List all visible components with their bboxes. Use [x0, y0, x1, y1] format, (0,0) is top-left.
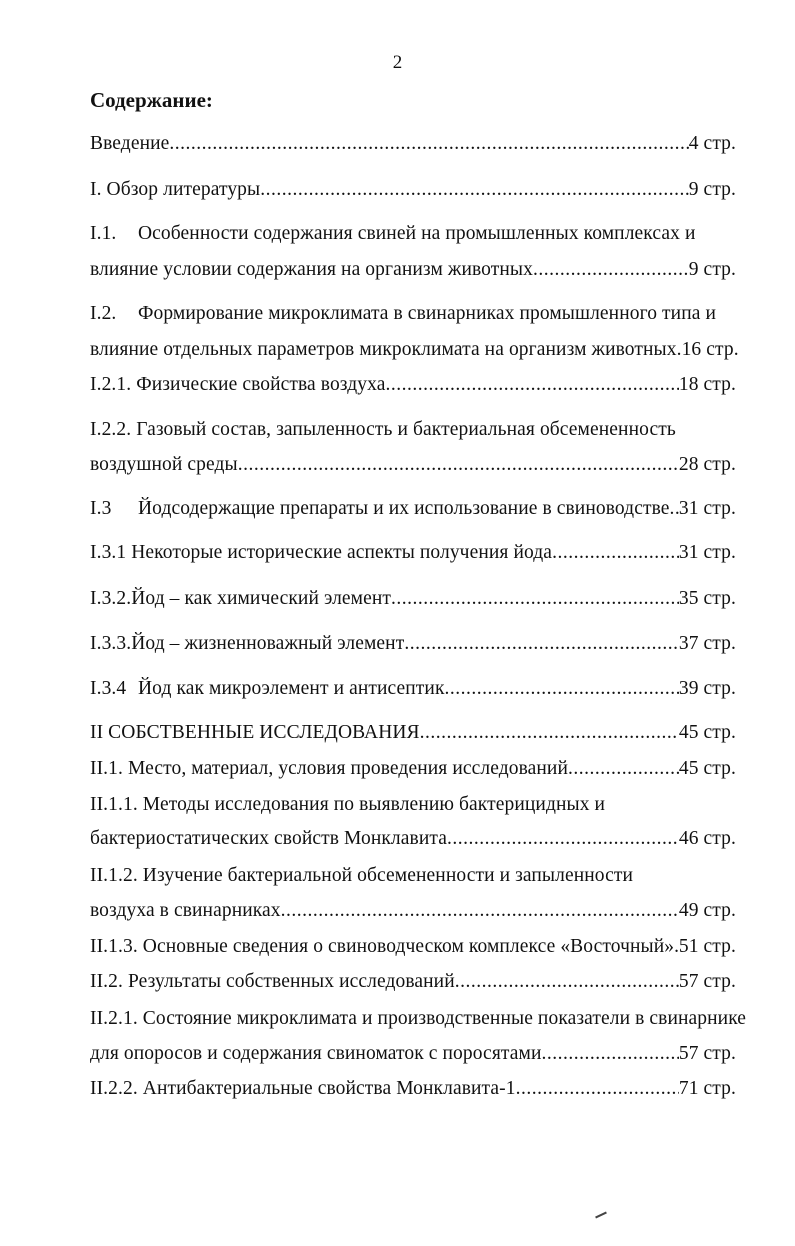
toc-entry-text: II.1.3. Основные сведения о свиноводческом комплексе «Восточный» [90, 936, 675, 957]
toc-entry-text: II СОБСТВЕННЫЕ ИССЛЕДОВАНИЯ [90, 722, 420, 743]
toc-entry-text: I.3.3.Йод – жизненноважный элемент [90, 633, 405, 654]
toc-entry-1-2-2-line2 [90, 453, 736, 477]
toc-entry-text: II.2.2. Антибактериальные свойства Монклавита-1 [90, 1078, 516, 1099]
toc-entry-2-1-2-line1 [90, 864, 633, 888]
toc-entry-2-1-1-line2 [90, 827, 736, 851]
dot-leader [260, 178, 689, 202]
toc-entry-page: 35 стр. [678, 588, 736, 609]
toc-entry-text: влияние условии содержания на организм животных [90, 259, 533, 280]
toc-entry-text: влияние отдельных параметров микроклимата на организм животных. [90, 339, 682, 360]
toc-entry-number: I.2. [90, 303, 117, 324]
dot-leader [385, 373, 678, 397]
toc-entry-2-1-2-line2 [90, 899, 736, 923]
toc-entry-2-2 [90, 970, 736, 994]
scan-mark [595, 1212, 607, 1219]
toc-entry-2-2-1-line2 [90, 1042, 736, 1066]
toc-entry-1-3-4 [90, 677, 736, 701]
dot-leader [533, 258, 689, 282]
dot-leader [391, 587, 679, 611]
toc-entry-introduction [90, 132, 736, 156]
toc-entry-text: I.3.1 Некоторые исторические аспекты получения йода [90, 542, 553, 563]
toc-entry-text: Введение [90, 133, 170, 154]
toc-entry-1-3-3 [90, 632, 736, 656]
toc-entry-text: I. Обзор литературы [90, 179, 261, 200]
toc-entry-1-3-1 [90, 541, 736, 565]
dot-leader [404, 632, 679, 656]
toc-entry-text: воздушной среды [90, 454, 238, 475]
toc-entry-2-2-1-line1 [90, 1007, 746, 1031]
toc-entry-page: 28 стр. [678, 454, 736, 475]
dot-leader [516, 1077, 679, 1101]
toc-entry-2-1-1-line1 [90, 793, 605, 817]
dot-leader [541, 1042, 678, 1066]
toc-entry-1-2-line1 [90, 302, 716, 326]
toc-entry-text: для опоросов и содержания свиноматок с поросятами [90, 1043, 542, 1064]
toc-entry-page: 16 стр. [681, 339, 739, 360]
toc-entry-page: 18 стр. [678, 374, 736, 395]
toc-entry-1-2-line2 [90, 338, 739, 362]
dot-leader [420, 721, 679, 745]
toc-entry-page: 9 стр. [688, 259, 736, 280]
toc-entry-page: 51 стр. [678, 936, 736, 957]
toc-entry-text: II.2.1. Состояние микроклимата и производственные показатели в свинарнике [90, 1008, 747, 1029]
toc-entry-1-1-line1 [90, 222, 696, 246]
toc-entry-number: I.1. [90, 223, 117, 244]
toc-entry-text: воздуха в свинарниках [90, 900, 281, 921]
toc-entry-text: I.3.2.Йод – как химический элемент [90, 588, 392, 609]
toc-entry-page: 49 стр. [678, 900, 736, 921]
toc-entry-text: II.1.1. Методы исследования по выявлению бактерицидных и [90, 794, 606, 815]
toc-entry-2-2-2 [90, 1077, 736, 1101]
toc-entry-1-3 [90, 497, 736, 521]
toc-entry-text: II.1.2. Изучение бактериальной обсемененности и запыленности [90, 865, 634, 886]
toc-entry-text: II.2. Результаты собственных исследований [90, 971, 455, 992]
dot-leader [455, 970, 679, 994]
toc-title: Содержание: [90, 88, 213, 112]
toc-entry-page: 45 стр. [678, 722, 736, 743]
dot-leader [445, 677, 679, 701]
dot-leader [568, 757, 679, 781]
toc-entry-page: 57 стр. [678, 971, 736, 992]
toc-entry-number: I.3.4 [90, 678, 127, 699]
toc-entry-text: Особенности содержания свиней на промышленных комплексах и [138, 223, 696, 244]
toc-entry-text: Йодсодержащие препараты и их использование в свиноводстве [138, 498, 670, 519]
toc-entry-page: 39 стр. [678, 678, 736, 699]
toc-entry-page: 45 стр. [678, 758, 736, 779]
page-number: 2 [392, 52, 403, 73]
dot-leader [238, 453, 679, 477]
toc-entry-text: I.2.1. Физические свойства воздуха [90, 374, 386, 395]
toc-entry-page: 37 стр. [678, 633, 736, 654]
toc-entry-page: 4 стр. [688, 133, 736, 154]
dot-leader [281, 899, 679, 923]
toc-entry-1-1-line2 [90, 258, 736, 282]
dot-leader [447, 827, 679, 851]
toc-entry-page: 31 стр. [678, 498, 736, 519]
toc-entry-text: Йод как микроэлемент и антисептик [138, 678, 445, 699]
toc-entry-page: 46 стр. [678, 828, 736, 849]
toc-entry-literature-review [90, 178, 736, 202]
toc-entry-page: 57 стр. [678, 1043, 736, 1064]
toc-entry-text: Формирование микроклимата в свинарниках промышленного типа и [138, 303, 717, 324]
toc-entry-page: 71 стр. [678, 1078, 736, 1099]
toc-entry-own-research [90, 721, 736, 745]
toc-entry-text: II.1. Место, материал, условия проведения исследований [90, 758, 568, 779]
toc-entry-2-1 [90, 757, 736, 781]
dot-leader [552, 541, 679, 565]
dot-leader [169, 132, 688, 156]
toc-entry-page: 9 стр. [688, 179, 736, 200]
toc-entry-1-3-2 [90, 587, 736, 611]
toc-entry-2-1-3 [90, 935, 736, 959]
dot-leader [670, 497, 679, 521]
toc-entry-1-2-2-line1 [90, 418, 676, 442]
toc-entry-text: I.2.2. Газовый состав, запыленность и бактериальная обсемененность [90, 419, 676, 440]
toc-entry-page: 31 стр. [678, 542, 736, 563]
toc-entry-1-2-1 [90, 373, 736, 397]
toc-entry-number: I.3 [90, 498, 112, 519]
toc-entry-text: бактериостатических свойств Монклавита [90, 828, 447, 849]
